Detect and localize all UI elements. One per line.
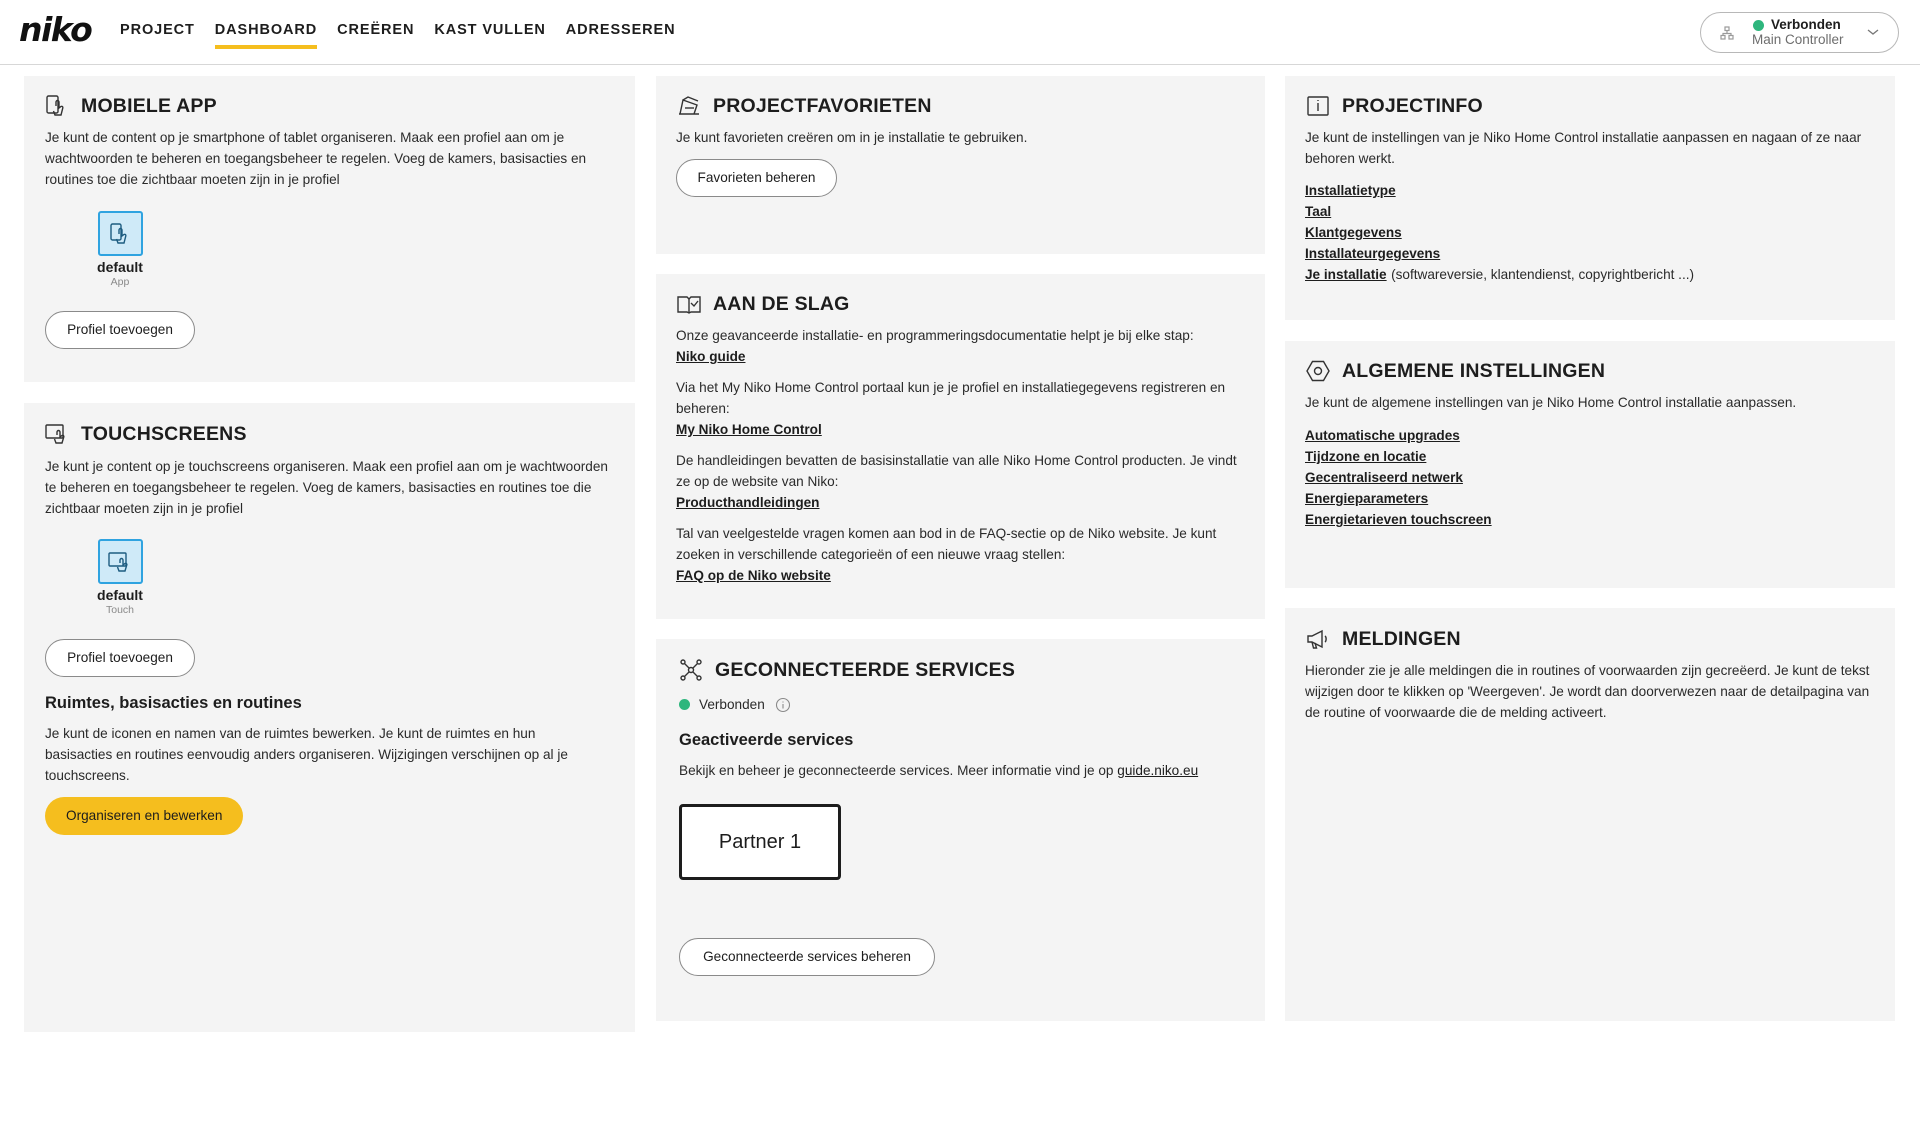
manage-favorites-button[interactable]: Favorieten beheren [676,159,837,197]
connected-services-card [656,639,1265,1021]
book-icon [676,291,702,317]
rooms-description: Je kunt de iconen en namen van de ruimtes bewerken. Je kunt de ruimtes en hun basisacties en routines eenvoudig anders organiseren. Wijzigingen verschijnen op al je touchscreens. [45,726,568,783]
manage-services-button[interactable]: Geconnecteerde services beheren [679,938,935,976]
mobile-app-description: Je kunt de content op je smartphone of tablet organiseren. Maak een profiel aan om je wachtwoorden te beheren en toegangsbeheer te regelen. Voeg de kamers, basisacties en routines toe die zichtbaar moeten zijn in je profiel [45,130,587,187]
services-status-text: Verbonden [699,697,765,712]
rooms-section-title: Ruimtes, basisacties en routines [45,694,302,712]
touch-profile-name: default [97,587,143,603]
guide-block [676,325,1246,367]
phone-touch-icon [107,221,133,247]
portal-text: Via het My Niko Home Control portaal kun je je profiel en installatiegegevens registreren en beheren: [676,380,1226,416]
portal-block [676,377,1246,440]
app-profile-default[interactable] [80,211,160,289]
link-taal[interactable]: Taal [1305,204,1332,219]
project-info-links [1305,180,1694,285]
general-settings-links [1305,425,1492,530]
connected-dot [679,699,690,710]
link-automatische-upgrades[interactable]: Automatische upgrades [1305,428,1460,443]
top-bar [0,0,1920,65]
manuals-link[interactable]: Producthandleidingen [676,495,820,510]
guide-niko-link[interactable]: guide.niko.eu [1117,763,1199,778]
nav-adresseren[interactable]: ADRESSEREN [565,22,676,38]
link-tijdzone[interactable]: Tijdzone en locatie [1305,449,1427,464]
network-icon [1720,26,1734,40]
faq-text: Tal van veelgestelde vragen komen aan bod in de FAQ-sectie op de Niko website. Je kunt zoeken in verschillende categorieën of een nieuwe vraag stellen: [676,526,1217,562]
guide-text: Onze geavanceerde installatie- en programmeringsdocumentatie helpt je bij elke stap: [676,328,1194,343]
general-settings-title: ALGEMENE INSTELLINGEN [1342,359,1606,382]
app-profile-tile[interactable] [98,211,143,256]
add-touch-profile-button[interactable]: Profiel toevoegen [45,639,195,677]
link-energieparameters[interactable]: Energieparameters [1305,491,1429,506]
je-installatie-suffix: (softwareversie, klantendienst, copyrightbericht ...) [1391,267,1695,282]
my-niko-link[interactable]: My Niko Home Control [676,422,822,437]
notifications-description: Hieronder zie je alle meldingen die in routines of voorwaarden zijn gecreëerd. Je kunt de tekst wijzigen door te klikken op 'Weergeven'. Je wordt dan doorverwezen naar de detailpagina van de routine of voorwaarde die de melding activeert. [1305,663,1870,720]
notifications-card [1285,608,1895,1021]
link-installatietype[interactable]: Installatietype [1305,183,1396,198]
touchscreens-card [24,403,635,1032]
info-document-icon [1305,93,1331,119]
notifications-title: MELDINGEN [1342,627,1461,650]
app-profile-name: default [97,259,143,275]
main-nav [120,0,695,64]
link-gecentraliseerd-netwerk[interactable]: Gecentraliseerd netwerk [1305,470,1463,485]
manuals-block [676,450,1246,513]
niko-guide-link[interactable]: Niko guide [676,349,746,364]
manuals-text: De handleidingen bevatten de basisinstallatie van alle Niko Home Control producten. Je vindt ze op de website van Niko: [676,453,1237,489]
activated-services-title: Geactiveerde services [679,731,854,749]
project-info-title: PROJECTINFO [1342,94,1483,117]
add-app-profile-button[interactable]: Profiel toevoegen [45,311,195,349]
touch-profile-type: Touch [105,604,135,616]
link-klantgegevens[interactable]: Klantgegevens [1305,225,1402,240]
phone-touch-icon [44,93,70,119]
services-description [679,760,1249,781]
nav-dashboard[interactable]: DASHBOARD [215,0,317,64]
mobile-app-card [24,76,635,382]
getting-started-blocks [676,325,1246,586]
touchscreens-title: TOUCHSCREENS [81,422,247,445]
link-energietarieven[interactable]: Energietarieven touchscreen [1305,512,1492,527]
faq-block [676,523,1246,586]
touchscreen-icon [44,421,70,447]
favorites-description: Je kunt favorieten creëren om in je installatie te gebruiken. [676,130,1028,145]
megaphone-icon [1305,626,1331,652]
touch-profile-default[interactable] [80,539,160,617]
services-network-icon [678,657,704,683]
getting-started-card [656,274,1265,619]
favorites-card [656,76,1265,254]
info-icon[interactable] [775,697,791,713]
favorites-title: PROJECTFAVORIETEN [713,94,932,117]
app-profile-type: App [110,276,130,288]
connection-status-dropdown[interactable] [1700,12,1899,53]
services-description-text: Bekijk en beheer je geconnecteerde services. Meer informatie vind je op [679,763,1114,778]
project-info-card [1285,76,1895,320]
chevron-down-icon [1866,25,1880,39]
touch-profile-tile[interactable] [98,539,143,584]
favorites-icon [676,93,702,119]
nav-creeren[interactable]: CREËREN [337,22,415,38]
project-info-description: Je kunt de instellingen van je Niko Home Control installatie aanpassen en nagaan of ze naar behoren werkt. [1305,130,1862,166]
nav-kast-vullen[interactable]: KAST VULLEN [434,22,546,38]
touchscreen-icon [107,549,133,575]
settings-gear-icon [1305,358,1331,384]
general-settings-description: Je kunt de algemene instellingen van je Niko Home Control installatie aanpassen. [1305,395,1797,410]
partner-tile[interactable]: Partner 1 [679,804,841,880]
nav-project[interactable]: PROJECT [120,22,195,38]
niko-logo[interactable]: niko [19,10,92,49]
connected-dot [1753,20,1764,31]
link-je-installatie[interactable]: Je installatie [1305,267,1387,282]
faq-link[interactable]: FAQ op de Niko website [676,568,831,583]
general-settings-card [1285,341,1895,588]
services-status [679,694,791,715]
mobile-app-title: MOBIELE APP [81,94,217,117]
link-installateurgegevens[interactable]: Installateurgegevens [1305,246,1441,261]
controller-name: Main Controller [1752,32,1844,47]
organize-edit-button[interactable]: Organiseren en bewerken [45,797,243,835]
connection-status-text: Verbonden [1771,17,1841,32]
connected-services-title: GECONNECTEERDE SERVICES [715,658,1016,681]
getting-started-title: AAN DE SLAG [713,292,850,315]
touchscreens-description: Je kunt je content op je touchscreens organiseren. Maak een profiel aan om je wachtwoorden te beheren en toegangsbeheer te regelen. Voeg de kamers, basisacties en routines toe die zichtbaar moeten zijn in je profiel [45,459,608,516]
